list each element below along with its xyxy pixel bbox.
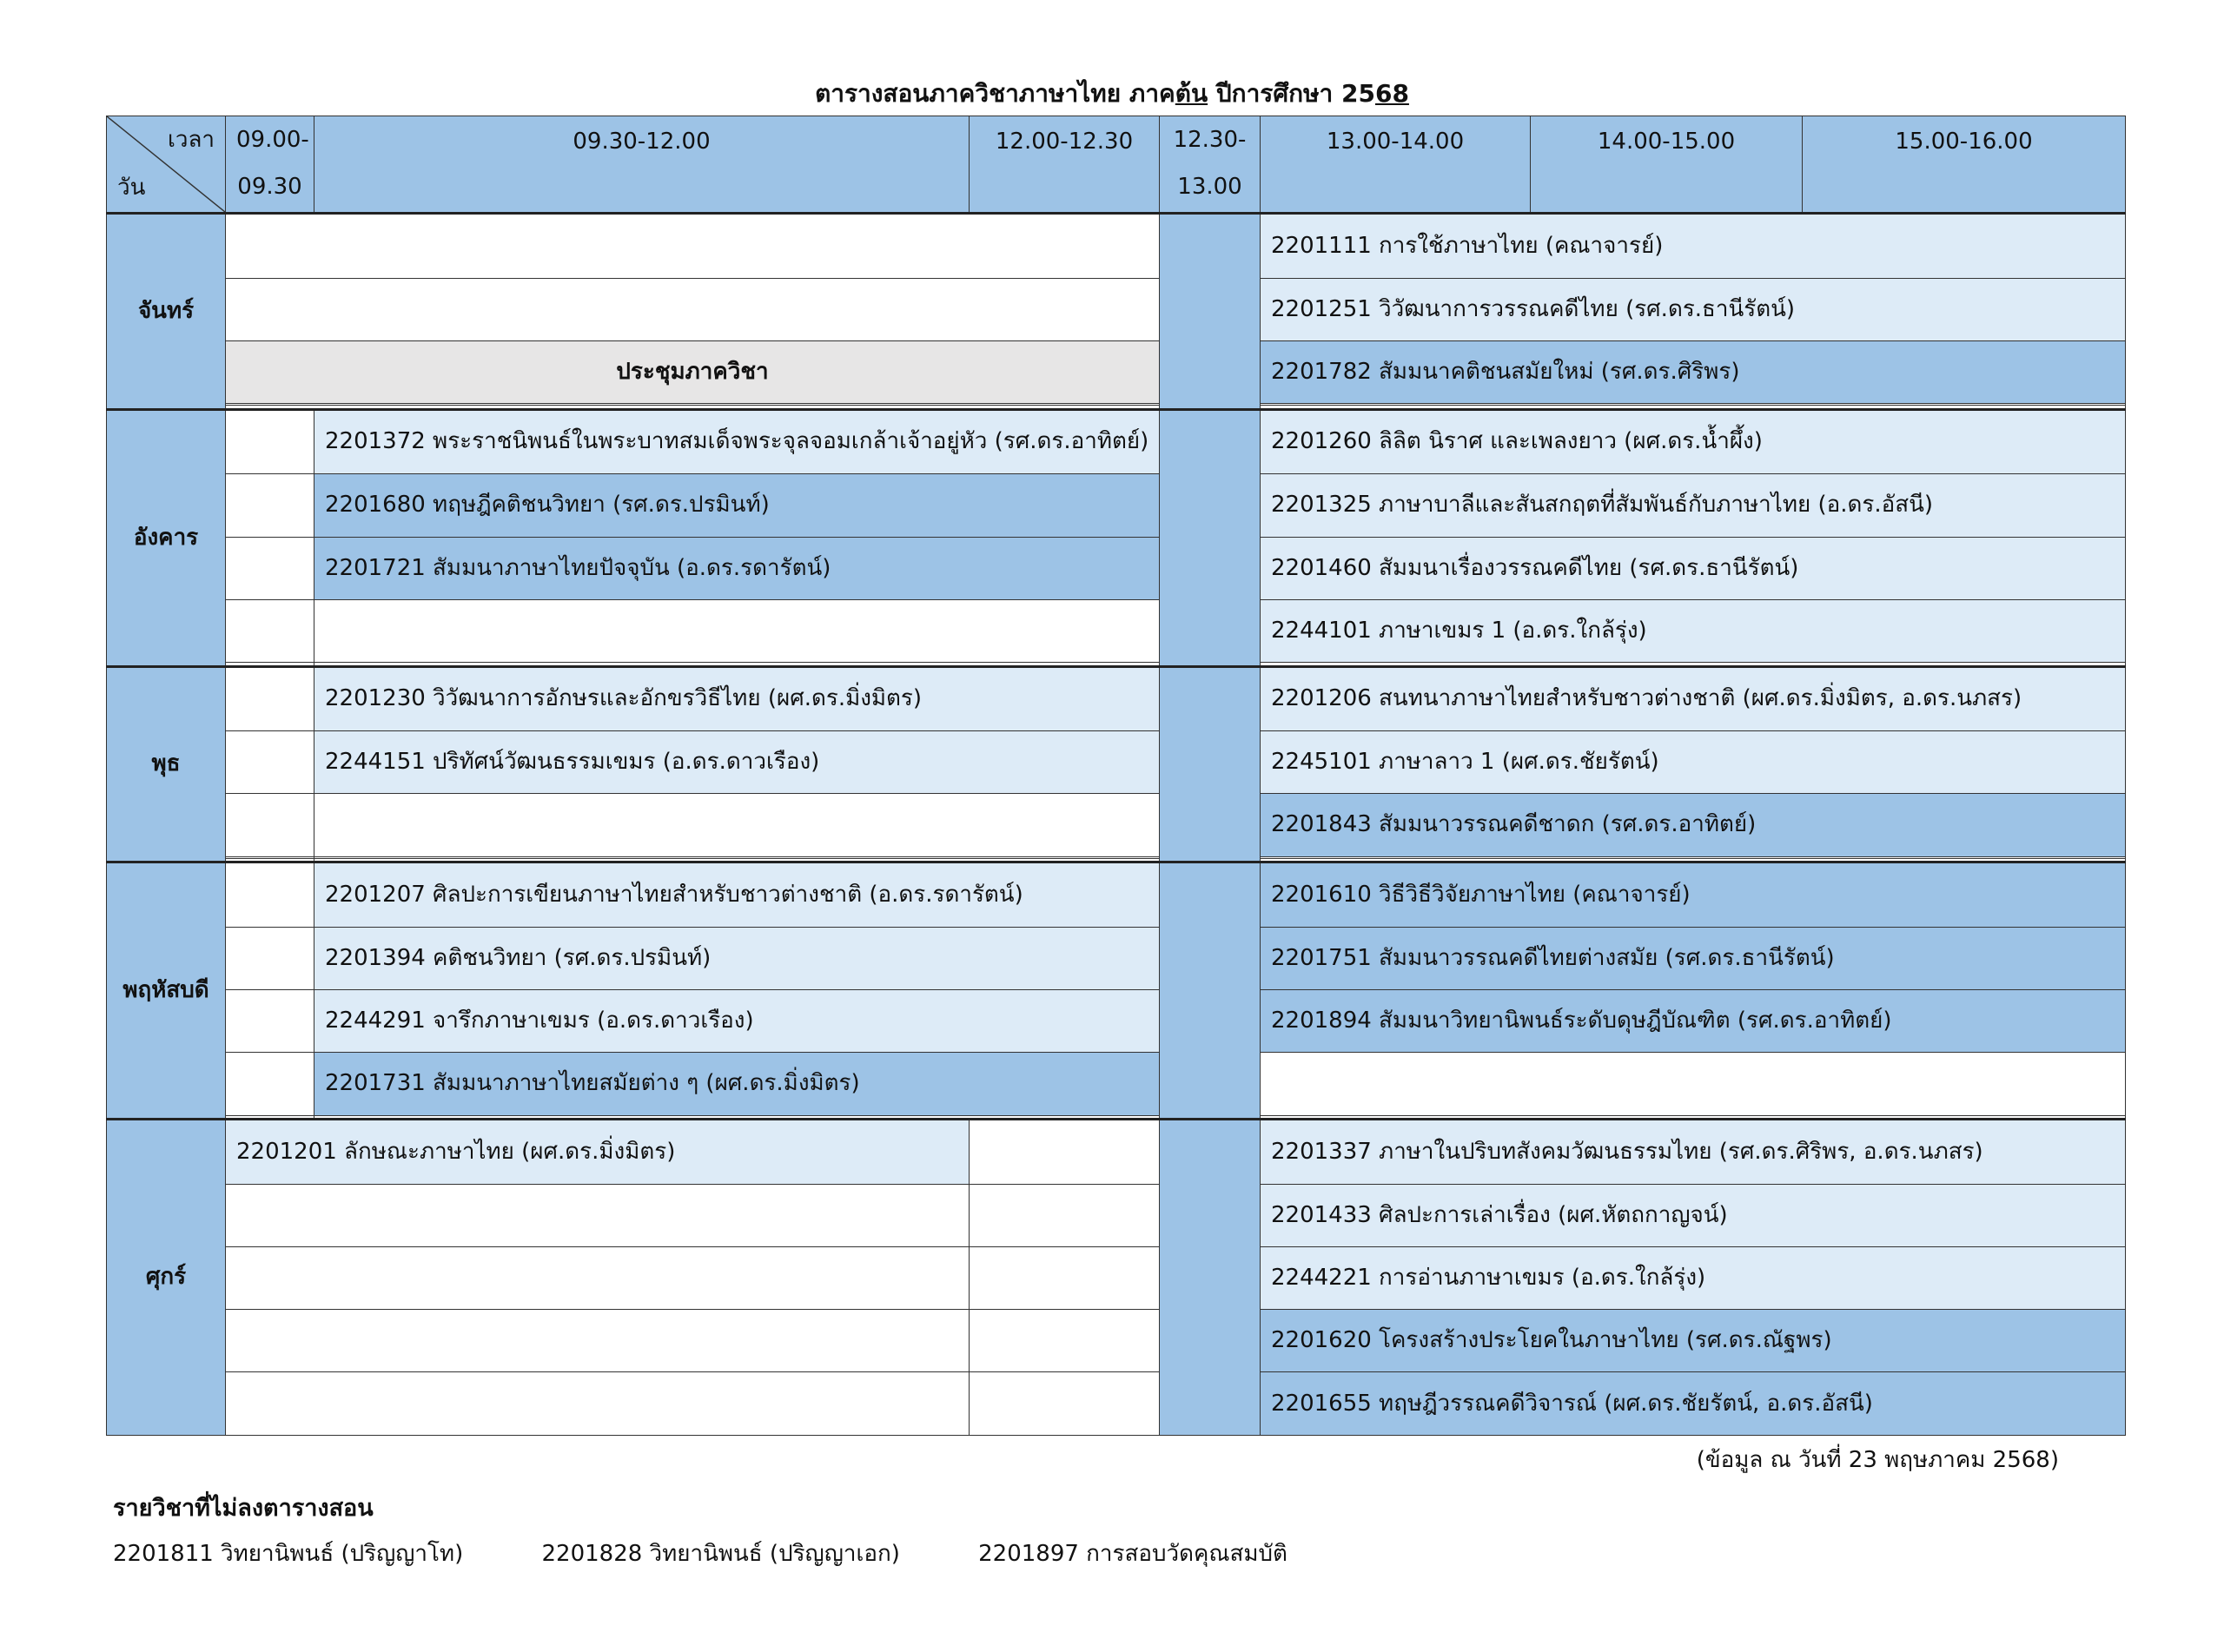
corner-day-label: วัน xyxy=(117,174,146,201)
day-monday: จันทร์ xyxy=(107,214,226,410)
tue-course-4: 2244101 ภาษาเขมร 1 (อ.ดร.ใกล้รุ่ง) xyxy=(1261,599,2126,662)
fri-noon-1 xyxy=(970,1120,1160,1185)
mon-course-3: 2201782 สัมมนาคติชนสมัยใหม่ (รศ.ดร.ศิริพร) xyxy=(1261,340,2126,403)
tue-course-2: 2201325 ภาษาบาลีและสันสกฤตที่สัมพันธ์กับภาษาไทย (อ.ดร.อัสนี) xyxy=(1261,474,2126,537)
tue-morning-course-3: 2201721 สัมมนาภาษาไทยปัจจุบัน (อ.ดร.รดารัตน์) xyxy=(314,537,1160,599)
day-wednesday: พุธ xyxy=(107,666,226,862)
mon-course-2: 2201251 วิวัฒนาการวรรณคดีไทย (รศ.ดร.ธานีรัตน์) xyxy=(1261,278,2126,340)
thu-course-2: 2201751 สัมมนาวรรณคดีไทยต่างสมัย (รศ.ดร.ธานีรัตน์) xyxy=(1261,927,2126,989)
thu-early-2 xyxy=(226,927,314,989)
data-date-note: (ข้อมูล ณ วันที่ 23 พฤษภาคม 2568) xyxy=(1696,1447,2059,1473)
thu-course-4 xyxy=(1261,1053,2126,1115)
unscheduled-item: 2201897 การสอบวัดคุณสมบัติ xyxy=(978,1541,1287,1567)
tue-morning-course-1: 2201372 พระราชนิพนธ์ในพระบาทสมเด็จพระจุลจอมเกล้าเจ้าอยู่หัว (รศ.ดร.อาทิตย์) xyxy=(314,409,1160,474)
unscheduled-item: 2201828 วิทยานิพนธ์ (ปริญญาเอก) xyxy=(541,1541,900,1567)
thu-morning-course-1: 2201207 ศิลปะการเขียนภาษาไทยสำหรับชาวต่างชาติ (อ.ดร.รดารัตน์) xyxy=(314,862,1160,928)
fri-course-1: 2201337 ภาษาในปริบทสังคมวัฒนธรรมไทย (รศ.ดร.ศิริพร, อ.ดร.นภสร) xyxy=(1261,1120,2126,1185)
thu-course-3: 2201894 สัมมนาวิทยานิพนธ์ระดับดุษฎีบัณฑิต (รศ.ดร.อาทิตย์) xyxy=(1261,990,2126,1053)
day-tuesday: อังคาร xyxy=(107,409,226,666)
fri-morning-course-2 xyxy=(226,1184,970,1246)
schedule-table xyxy=(106,116,2126,1436)
tue-course-3: 2201460 สัมมนาเรื่องวรรณคดีไทย (รศ.ดร.ธานีรัตน์) xyxy=(1261,537,2126,599)
tue-morning-course-4 xyxy=(314,599,1160,662)
fri-course-3: 2244221 การอ่านภาษาเขมร (อ.ดร.ใกล้รุ่ง) xyxy=(1261,1246,2126,1309)
tue-early-4 xyxy=(226,599,314,662)
wed-lunch xyxy=(1160,666,1261,862)
fri-course-4: 2201620 โครงสร้างประโยคในภาษาไทย (รศ.ดร.ณัฐพร) xyxy=(1261,1310,2126,1372)
fri-course-5: 2201655 ทฤษฎีวรรณคดีวิจารณ์ (ผศ.ดร.ชัยรัตน์, อ.ดร.อัสนี) xyxy=(1261,1372,2126,1436)
thu-morning-course-4: 2201731 สัมมนาภาษาไทยสมัยต่าง ๆ (ผศ.ดร.มิ่งมิตร) xyxy=(314,1053,1160,1115)
wed-morning-course-2: 2244151 ปริทัศน์วัฒนธรรมเขมร (อ.ดร.ดาวเรือง) xyxy=(314,731,1160,794)
corner-time-label: เวลา xyxy=(167,127,215,153)
wed-early-2 xyxy=(226,731,314,794)
mon-course-1: 2201111 การใช้ภาษาไทย (คณาจารย์) xyxy=(1261,214,2126,279)
fri-morning-course-1: 2201201 ลักษณะภาษาไทย (ผศ.ดร.มิ่งมิตร) xyxy=(226,1120,970,1185)
wed-morning-course-3 xyxy=(314,794,1160,856)
corner-cell xyxy=(107,116,226,214)
fri-noon-4 xyxy=(970,1310,1160,1372)
page-title: ตารางสอนภาควิชาภาษาไทย ภาคต้น ปีการศึกษา 2568 xyxy=(815,79,1409,108)
day-thursday: พฤหัสบดี xyxy=(107,862,226,1120)
slot-1300: 13.00-14.00 xyxy=(1261,116,1531,214)
slot-1500: 15.00-16.00 xyxy=(1803,116,2126,214)
tue-morning-course-2: 2201680 ทฤษฎีคติชนวิทยา (รศ.ดร.ปรมินท์) xyxy=(314,474,1160,537)
thu-early-3 xyxy=(226,990,314,1053)
fri-morning-course-4 xyxy=(226,1310,970,1372)
wed-course-1: 2201206 สนทนาภาษาไทยสำหรับชาวต่างชาติ (ผศ.ดร.มิ่งมิตร, อ.ดร.นภสร) xyxy=(1261,666,2126,731)
fri-noon-3 xyxy=(970,1246,1160,1309)
thu-early-1 xyxy=(226,862,314,928)
fri-morning-course-3 xyxy=(226,1246,970,1309)
tue-early-2 xyxy=(226,474,314,537)
tue-lunch xyxy=(1160,409,1261,666)
tue-course-1: 2201260 ลิลิต นิราศ และเพลงยาว (ผศ.ดร.น้ำผึ้ง) xyxy=(1261,409,2126,474)
slot-1400: 14.00-15.00 xyxy=(1531,116,1803,214)
fri-noon-2 xyxy=(970,1184,1160,1246)
wed-early-3 xyxy=(226,794,314,856)
mon-morning-row-1 xyxy=(226,214,1160,279)
slot-1200: 12.00-12.30 xyxy=(970,116,1160,214)
tue-early-3 xyxy=(226,537,314,599)
thu-course-1: 2201610 วิธีวิธีวิจัยภาษาไทย (คณาจารย์) xyxy=(1261,862,2126,928)
thu-lunch xyxy=(1160,862,1261,1120)
day-friday: ศุกร์ xyxy=(107,1120,226,1436)
slot-1230: 12.30- 13.00 xyxy=(1160,116,1261,214)
thu-morning-course-2: 2201394 คติชนวิทยา (รศ.ดร.ปรมินท์) xyxy=(314,927,1160,989)
wed-course-2: 2245101 ภาษาลาว 1 (ผศ.ดร.ชัยรัตน์) xyxy=(1261,731,2126,794)
mon-morning-row-2 xyxy=(226,278,1160,340)
unscheduled-title: รายวิชาที่ไม่ลงตารางสอน xyxy=(113,1495,374,1522)
thu-early-4 xyxy=(226,1053,314,1115)
slot-0900: 09.00- 09.30 xyxy=(226,116,314,214)
fri-lunch xyxy=(1160,1120,1261,1436)
wed-morning-course-1: 2201230 วิวัฒนาการอักษรและอักขรวิธีไทย (ผศ.ดร.มิ่งมิตร) xyxy=(314,666,1160,731)
unscheduled-item: 2201811 วิทยานิพนธ์ (ปริญญาโท) xyxy=(113,1541,464,1567)
fri-course-2: 2201433 ศิลปะการเล่าเรื่อง (ผศ.หัตถกาญจน์) xyxy=(1261,1184,2126,1246)
department-meeting: ประชุมภาควิชา xyxy=(226,340,1160,403)
tue-early-1 xyxy=(226,409,314,474)
wed-early-1 xyxy=(226,666,314,731)
slot-0930: 09.30-12.00 xyxy=(314,116,970,214)
fri-morning-course-5 xyxy=(226,1372,970,1436)
thu-morning-course-3: 2244291 จารึกภาษาเขมร (อ.ดร.ดาวเรือง) xyxy=(314,990,1160,1053)
fri-noon-5 xyxy=(970,1372,1160,1436)
unscheduled-list xyxy=(113,1536,1359,1571)
wed-course-3: 2201843 สัมมนาวรรณคดีชาดก (รศ.ดร.อาทิตย์) xyxy=(1261,794,2126,856)
mon-lunch xyxy=(1160,214,1261,410)
